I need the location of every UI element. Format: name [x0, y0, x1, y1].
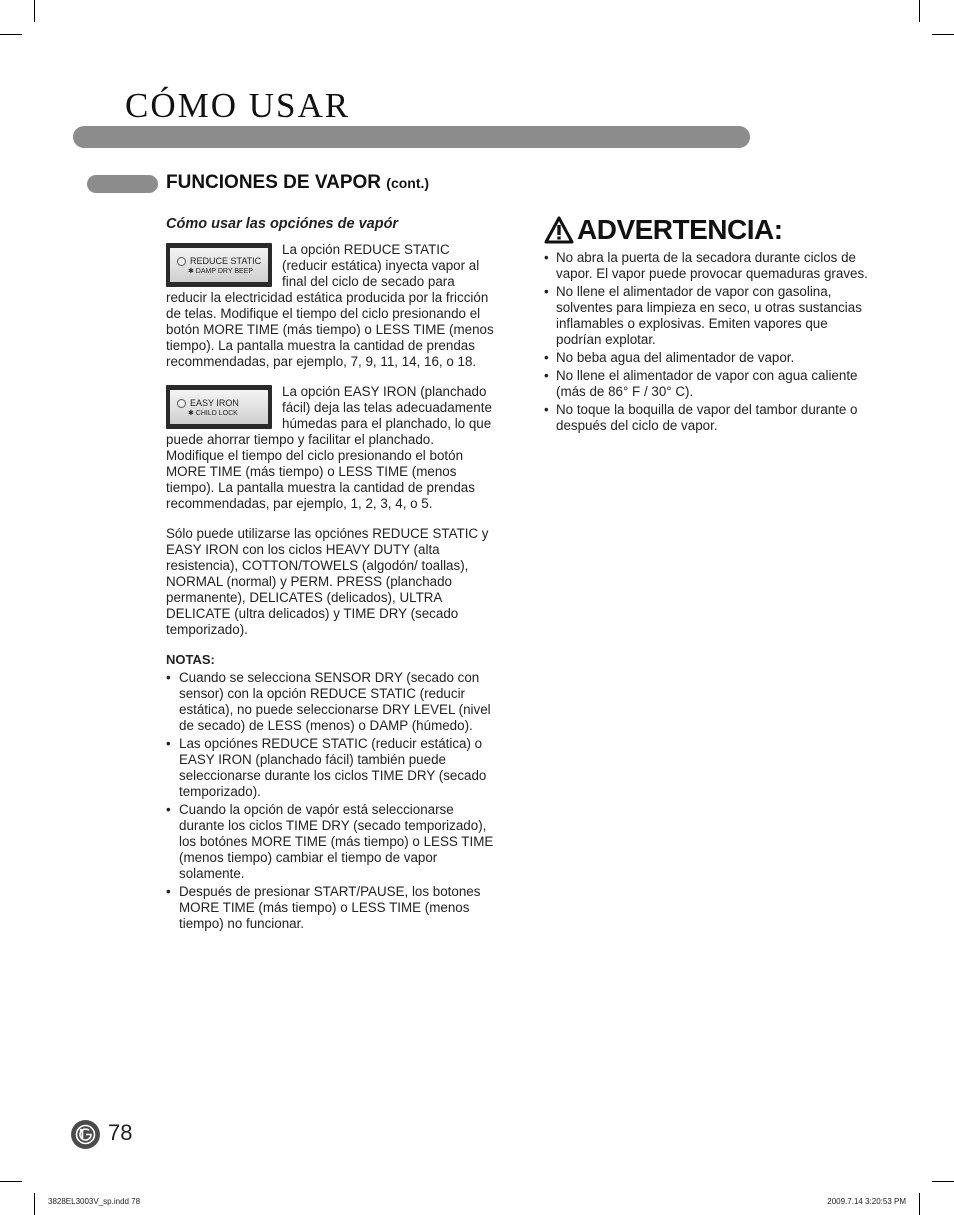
slug-left: 3828EL3003V_sp.indd 78: [48, 1197, 141, 1206]
warning-item: • No llene el alimentador de vapor con gasolina, solventes para limpieza en seco, u otras sustancias inflamables o explosivas. Emiten vapores que podrían explotar.: [544, 284, 870, 348]
subsection-title: [166, 172, 429, 194]
slug-right: 2009.7.14 3:20:53 PM: [827, 1197, 906, 1206]
crop-mark: [34, 0, 35, 22]
note-item: • Las opciónes REDUCE STATIC (reducir estática) o EASY IRON (planchado fácil) también puede seleccionarse durante los ciclos TIME DRY (secado temporizado).: [166, 736, 494, 800]
warning-triangle-icon: [544, 216, 574, 244]
subsection-cont: (cont.): [386, 175, 430, 191]
indicator-led-icon: [177, 399, 186, 408]
cycles-paragraph: Sólo puede utilizarse las opciónes REDUCE STATIC y EASY IRON con los ciclos HEAVY DUTY (alta resistencia), COTTON/TOWELS (algodón/ toallas), NORMAL (normal) y PERM. PRESS (planchado permanente), DELICATES (delicados), ULTRA DELICATE (ultra delicados) y TIME DRY (secado temporizado).: [166, 526, 489, 637]
subsection-pill: [87, 175, 158, 193]
easy-iron-panel-image: [166, 385, 272, 429]
notes-list: [166, 670, 494, 932]
right-column: [544, 214, 870, 436]
crop-mark: [919, 1193, 920, 1215]
panel-main-label: REDUCE STATIC: [190, 256, 262, 266]
lg-logo-icon: [71, 1120, 100, 1149]
warning-item: • No beba agua del alimentador de vapor.: [544, 350, 870, 366]
panel-sub-label: ✱ DAMP DRY BEEP: [188, 268, 253, 275]
panel-sub-label: ✱ CHILD LOCK: [188, 410, 238, 417]
crop-mark: [0, 34, 22, 35]
warning-title: ADVERTENCIA:: [577, 214, 783, 245]
easy-iron-section: [166, 384, 494, 512]
warning-item: • No toque la boquilla de vapor del tambor durante o después del ciclo de vapor.: [544, 402, 870, 434]
page-number: 78: [108, 1120, 133, 1145]
notes-title: NOTAS:: [166, 652, 215, 667]
subsection-title-text: FUNCIONES DE VAPOR: [166, 172, 382, 193]
note-item: • Después de presionar START/PAUSE, los botones MORE TIME (más tiempo) o LESS TIME (menos tiempo) no funcionar.: [166, 884, 494, 932]
crop-mark: [34, 1193, 35, 1215]
crop-mark: [932, 1181, 954, 1182]
title-bar: [73, 126, 750, 148]
howto-title: Cómo usar las opciónes de vapór: [166, 216, 399, 232]
warning-heading: [544, 214, 870, 246]
crop-mark: [932, 34, 954, 35]
panel-main-label: EASY IRON: [190, 398, 239, 408]
reduce-static-panel-image: [166, 243, 272, 287]
warning-item: • No abra la puerta de la secadora durante ciclos de vapor. El vapor puede provocar quemaduras graves.: [544, 250, 870, 282]
left-column: [166, 216, 494, 934]
warning-item: • No llene el alimentador de vapor con agua caliente (más de 86° F / 30° C).: [544, 368, 870, 400]
note-item: • Cuando se selecciona SENSOR DRY (secado con sensor) con la opción REDUCE STATIC (reducir estática), no puede seleccionarse DRY LEVEL (nivel de secado) de LESS (menos) o DAMP (húmedo).: [166, 670, 494, 734]
note-item: • Cuando la opción de vapór está seleccionarse durante los ciclos TIME DRY (secado temporizado), los botónes MORE TIME (más tiempo) o LESS TIME (menos tiempo) cambiar el tiempo de vapor solamente.: [166, 802, 494, 882]
indicator-led-icon: [177, 257, 186, 266]
section-title: CÓMO USAR: [125, 86, 351, 125]
warning-list: [544, 250, 870, 434]
reduce-static-text: La opción REDUCE STATIC (reducir estática) inyecta vapor al final del ciclo de secado para reducir la electricidad estática producida por la fricción de telas. Modifique el tiempo del ciclo presionando el botón MORE TIME (más tiempo) o LESS TIME (menos tiempo). La pantalla muestra la cantidad de prendas recommendadas, par ejemplo, 7, 9, 11, 14, 16, o 18.: [166, 242, 494, 369]
crop-mark: [919, 0, 920, 22]
easy-iron-text: La opción EASY IRON (planchado fácil) deja las telas adecuadamente húmedas para el planchado, lo que puede ahorrar tiempo y facilitar el planchado. Modifique el tiempo del ciclo presionando el botón MORE TIME (más tiempo) o LESS TIME (menos tiempo). La pantalla muestra la cantidad de prendas recommendadas, par ejemplo, 1, 2, 3, 4, o 5.: [166, 384, 492, 511]
reduce-static-section: [166, 242, 494, 370]
crop-mark: [0, 1181, 22, 1182]
